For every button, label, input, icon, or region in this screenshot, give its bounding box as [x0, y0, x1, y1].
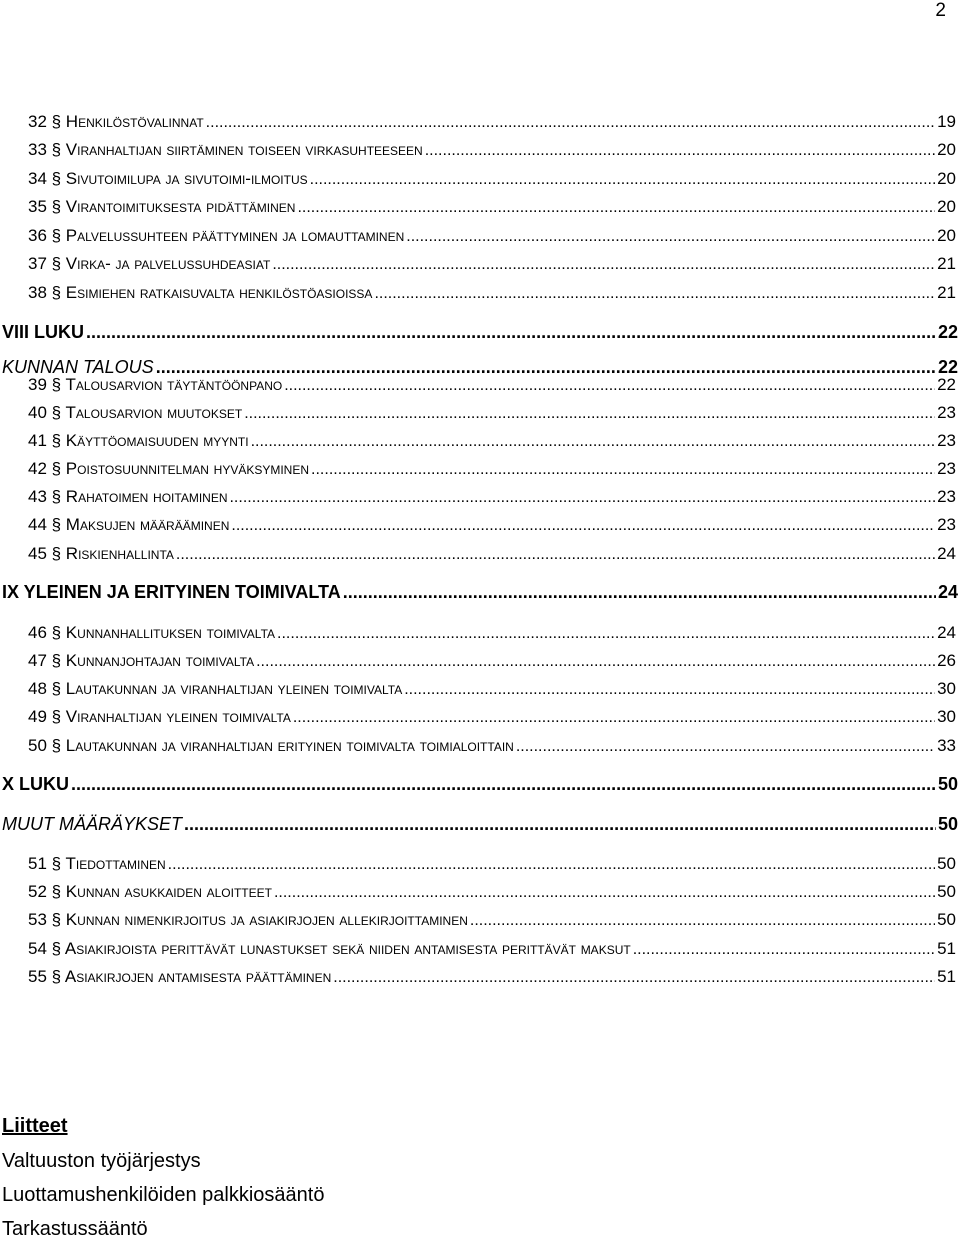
toc-entry[interactable] [28, 399, 956, 423]
appendices-heading: Liitteet [2, 1115, 68, 1137]
toc-entry-title: 38 § Esimiehen ratkaisuvalta henkilöstöasioissa [28, 283, 373, 302]
page-number: 2 [935, 0, 946, 21]
toc-leader-dots [272, 256, 935, 274]
toc-entry[interactable] [28, 850, 956, 874]
toc-entry-page: 50 [937, 910, 956, 929]
toc-entry-page: 20 [937, 140, 956, 159]
toc-entry[interactable] [2, 319, 958, 343]
toc-entry[interactable] [28, 703, 956, 727]
toc-entry-page: 51 [937, 967, 956, 986]
toc-leader-dots [425, 142, 935, 160]
toc-entry-page: 21 [937, 254, 956, 273]
toc-leader-dots [470, 912, 935, 930]
toc-entry-title: 40 § Talousarvion muutokset [28, 403, 243, 422]
toc-entry-page: 26 [937, 651, 956, 670]
toc-leader-dots [374, 285, 935, 303]
toc-leader-dots [633, 941, 935, 959]
appendix-item: Luottamushenkilöiden palkkiosääntö [2, 1184, 325, 1206]
toc-entry-page: 50 [937, 774, 958, 794]
appendix-item: Tarkastussääntö [2, 1218, 148, 1240]
toc-leader-dots [277, 625, 935, 643]
toc-leader-dots [206, 114, 935, 132]
toc-entry-page: 23 [937, 459, 956, 478]
toc-entry-title: 51 § Tiedottaminen [28, 854, 166, 873]
toc-leader-dots [251, 433, 936, 451]
toc-entry[interactable] [2, 771, 958, 795]
toc-entry-page: 50 [937, 814, 958, 834]
toc-entry[interactable] [28, 906, 956, 930]
toc-entry[interactable] [28, 619, 956, 643]
toc-entry-page: 50 [937, 882, 956, 901]
toc-entry-title: 33 § Viranhaltijan siirtäminen toiseen virkasuhteeseen [28, 140, 423, 159]
toc-entry-page: 33 [937, 736, 956, 755]
toc-leader-dots [297, 199, 935, 217]
toc-entry[interactable] [28, 483, 956, 507]
toc-entry-page: 23 [937, 403, 956, 422]
toc-entry-page: 30 [937, 679, 956, 698]
toc-entry-page: 23 [937, 431, 956, 450]
toc-entry-title: 35 § Virantoimituksesta pidättäminen [28, 197, 296, 216]
toc-entry-title: 54 § Asiakirjoista perittävät lunastukset sekä niiden antamisesta perittävät maksut [28, 939, 631, 958]
toc-leader-dots [310, 171, 935, 189]
toc-entry-title: MUUT MÄÄRÄYKSET [2, 814, 183, 834]
toc-entry[interactable] [28, 647, 956, 671]
toc-entry-page: 24 [937, 623, 956, 642]
toc-entry[interactable] [28, 455, 956, 479]
toc-entry[interactable] [28, 136, 956, 160]
toc-entry[interactable] [28, 878, 956, 902]
toc-entry[interactable] [2, 579, 958, 603]
toc-leader-dots [229, 489, 935, 507]
toc-entry-page: 22 [937, 375, 956, 394]
toc-leader-dots [168, 856, 935, 874]
toc-entry[interactable] [28, 108, 956, 132]
toc-entry[interactable] [28, 935, 956, 959]
toc-leader-dots [293, 709, 935, 727]
toc-entry-title: 49 § Viranhaltijan yleinen toimivalta [28, 707, 291, 726]
toc-entry-page: 30 [937, 707, 956, 726]
toc-entry-title: 47 § Kunnanjohtajan toimivalta [28, 651, 255, 670]
toc-leader-dots [516, 738, 935, 756]
toc-entry-page: 19 [937, 112, 956, 131]
toc-entry-page: 51 [937, 939, 956, 958]
toc-entry-page: 22 [937, 357, 958, 377]
toc-entry-title: 48 § Lautakunnan ja viranhaltijan yleinen toimivalta [28, 679, 403, 698]
toc-entry-title: KUNNAN TALOUS [2, 357, 154, 377]
toc-entry-page: 20 [937, 169, 956, 188]
toc-leader-dots [404, 681, 935, 699]
toc-entry[interactable] [28, 427, 956, 451]
toc-entry-title: X LUKU [2, 774, 69, 794]
toc-entry-title: 32 § Henkilöstövalinnat [28, 112, 204, 131]
toc-entry-title: 37 § Virka- ja palvelussuhdeasiat [28, 254, 271, 273]
toc-entry-page: 21 [937, 283, 956, 302]
toc-entry[interactable] [28, 165, 956, 189]
toc-entry-title: 53 § Kunnan nimenkirjoitus ja asiakirjojen allekirjoittaminen [28, 910, 468, 929]
toc-leader-dots [406, 228, 935, 246]
toc-leader-dots [184, 814, 936, 835]
toc-leader-dots [284, 377, 935, 395]
toc-entry-title: 41 § Käyttöomaisuuden myynti [28, 431, 249, 450]
toc-entry[interactable] [28, 222, 956, 246]
toc-entry[interactable] [28, 193, 956, 217]
toc-entry[interactable] [28, 675, 956, 699]
toc-entry-title: 45 § Riskienhallinta [28, 544, 174, 563]
toc-entry-title: 43 § Rahatoimen hoitaminen [28, 487, 228, 506]
toc-entry-title: VIII LUKU [2, 322, 85, 342]
toc-entry-page: 22 [937, 322, 958, 342]
toc-entry[interactable] [28, 732, 956, 756]
toc-leader-dots [176, 546, 935, 564]
toc-entry[interactable] [2, 811, 958, 835]
toc-entry-title: 52 § Kunnan asukkaiden aloitteet [28, 882, 272, 901]
toc-leader-dots [231, 517, 935, 535]
toc-entry-title: 42 § Poistosuunnitelman hyväksyminen [28, 459, 310, 478]
toc-entry[interactable] [28, 963, 956, 987]
toc-entry-page: 20 [937, 197, 956, 216]
toc-entry[interactable] [28, 279, 956, 303]
toc-leader-dots [244, 405, 935, 423]
toc-entry[interactable] [28, 250, 956, 274]
toc-entry-title: 55 § Asiakirjojen antamisesta päättäminen [28, 967, 332, 986]
toc-entry-page: 50 [937, 854, 956, 873]
toc-leader-dots [311, 461, 935, 479]
toc-leader-dots [343, 582, 936, 603]
toc-entry-page: 24 [937, 544, 956, 563]
toc-entry-page: 23 [937, 487, 956, 506]
appendix-item: Valtuuston työjärjestys [2, 1150, 201, 1172]
toc-entry-title: 50 § Lautakunnan ja viranhaltijan erityinen toimivalta toimialoittain [28, 736, 514, 755]
toc-entry-title: IX YLEINEN JA ERITYINEN TOIMIVALTA [2, 582, 341, 602]
toc-leader-dots [274, 884, 935, 902]
toc-leader-dots [86, 322, 936, 343]
toc-entry[interactable] [28, 371, 956, 395]
toc-leader-dots [71, 774, 936, 795]
toc-entry[interactable] [28, 540, 956, 564]
toc-entry[interactable] [28, 511, 956, 535]
toc-entry-title: 46 § Kunnanhallituksen toimivalta [28, 623, 276, 642]
toc-leader-dots [333, 969, 935, 987]
toc-entry-title: 39 § Talousarvion täytäntöönpano [28, 375, 283, 394]
toc-entry-page: 20 [937, 226, 956, 245]
toc-entry-page: 23 [937, 515, 956, 534]
toc-entry-title: 36 § Palvelussuhteen päättyminen ja lomauttaminen [28, 226, 405, 245]
toc-entry-page: 24 [937, 582, 958, 602]
toc-entry-title: 44 § Maksujen määrääminen [28, 515, 230, 534]
toc-leader-dots [256, 653, 935, 671]
toc-entry-title: 34 § Sivutoimilupa ja sivutoimi-ilmoitus [28, 169, 308, 188]
